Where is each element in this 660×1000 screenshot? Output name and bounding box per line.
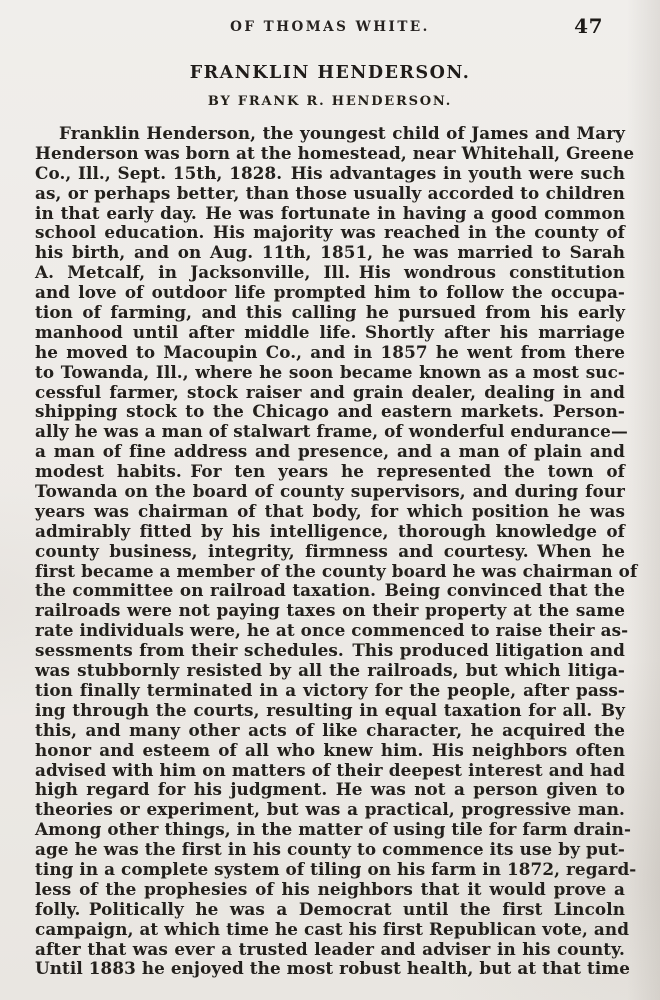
body-line: shipping stock to the Chicago and eastern markets. Person- bbox=[35, 401, 625, 422]
article-body bbox=[35, 123, 638, 979]
body-line: in that early day. He was fortunate in having a good common bbox=[35, 202, 625, 223]
body-line: folly. Politically he was a Democrat until the first Lincoln bbox=[35, 898, 625, 919]
body-line: cessful farmer, stock raiser and grain dealer, dealing in and bbox=[35, 381, 625, 402]
body-line: railroads were not paying taxes on their property at the same bbox=[35, 600, 625, 621]
body-line: less of the prophesies of his neighbors that it would prove a bbox=[35, 878, 625, 899]
body-line: manhood until after middle life. Shortly after his marriage bbox=[35, 321, 625, 342]
body-line: Towanda on the board of county supervisors, and during four bbox=[35, 481, 625, 502]
body-line: age he was the first in his county to commence its use by put- bbox=[35, 839, 625, 860]
body-line: advised with him on matters of their deepest interest and had bbox=[35, 759, 625, 780]
body-line: as, or perhaps better, than those usually accorded to children bbox=[35, 182, 625, 203]
body-line: Among other things, in the matter of using tile for farm drain- bbox=[35, 819, 632, 840]
body-line: a man of fine address and presence, and a man of plain and bbox=[35, 441, 625, 462]
body-line: this, and many other acts of like character, he acquired the bbox=[35, 719, 625, 740]
body-line: Co., Ill., Sept. 15th, 1828. His advantages in youth were such bbox=[35, 162, 625, 183]
body-line: theories or experiment, but was a practical, progressive man. bbox=[35, 799, 625, 820]
body-line: Franklin Henderson, the youngest child of James and Mary bbox=[59, 123, 625, 143]
body-line: high regard for his judgment. He was not a person given to bbox=[35, 779, 625, 800]
body-line: admirably fitted by his intelligence, thorough knowledge of bbox=[35, 520, 625, 541]
body-line: Henderson was born at the homestead, near Whitehall, Greene bbox=[35, 142, 635, 163]
body-line: ing through the courts, resulting in equal taxation for all. By bbox=[35, 699, 625, 720]
body-line: he moved to Macoupin Co., and in 1857 he went from there bbox=[35, 341, 625, 362]
body-line: honor and esteem of all who knew him. His neighbors often bbox=[35, 739, 625, 760]
body-line: first became a member of the county board he was chairman of bbox=[35, 560, 638, 581]
body-line: campaign, at which time he cast his first Republican vote, and bbox=[35, 918, 630, 939]
body-line: his birth, and on Aug. 11th, 1851, he was married to Sarah bbox=[35, 242, 625, 263]
body-line: ally he was a man of stalwart frame, of wonderful endurance— bbox=[35, 421, 628, 442]
body-line: tion finally terminated in a victory for the people, after pass- bbox=[35, 679, 625, 700]
body-line: after that was ever a trusted leader and adviser in his county. bbox=[35, 938, 625, 959]
article-title: FRANKLIN HENDERSON. bbox=[189, 63, 471, 83]
body-line: Until 1883 he enjoyed the most robust health, but at that time bbox=[35, 958, 631, 979]
body-line: sessments from their schedules. This produced litigation and bbox=[35, 640, 625, 661]
running-head bbox=[35, 14, 625, 40]
body-line: to Towanda, Ill., where he soon became known as a most suc- bbox=[35, 361, 625, 382]
body-line: the committee on railroad taxation. Being convinced that the bbox=[35, 580, 625, 601]
article-byline: BY FRANK R. HENDERSON. bbox=[207, 94, 453, 109]
body-line: tion of farming, and this calling he pursued from his early bbox=[35, 302, 625, 323]
body-line: rate individuals were, he at once commenced to raise their as- bbox=[35, 620, 629, 641]
body-line: A. Metcalf, in Jacksonville, Ill. His wondrous constitution bbox=[35, 262, 625, 283]
body-line: was stubbornly resisted by all the railroads, but which litiga- bbox=[35, 660, 625, 681]
body-line: county business, integrity, firmness and courtesy. When he bbox=[35, 540, 625, 561]
page-number: 47 bbox=[574, 14, 603, 38]
body-line: modest habits. For ten years he represented the town of bbox=[35, 461, 625, 482]
running-header-title: OF THOMAS WHITE. bbox=[230, 19, 430, 35]
body-line: school education. His majority was reached in the county of bbox=[35, 222, 625, 243]
body-line: years was chairman of that body, for which position he was bbox=[35, 500, 625, 521]
body-line: and love of outdoor life prompted him to follow the occupa- bbox=[35, 282, 625, 303]
body-line: ting in a complete system of tiling on his farm in 1872, regard- bbox=[35, 858, 637, 879]
